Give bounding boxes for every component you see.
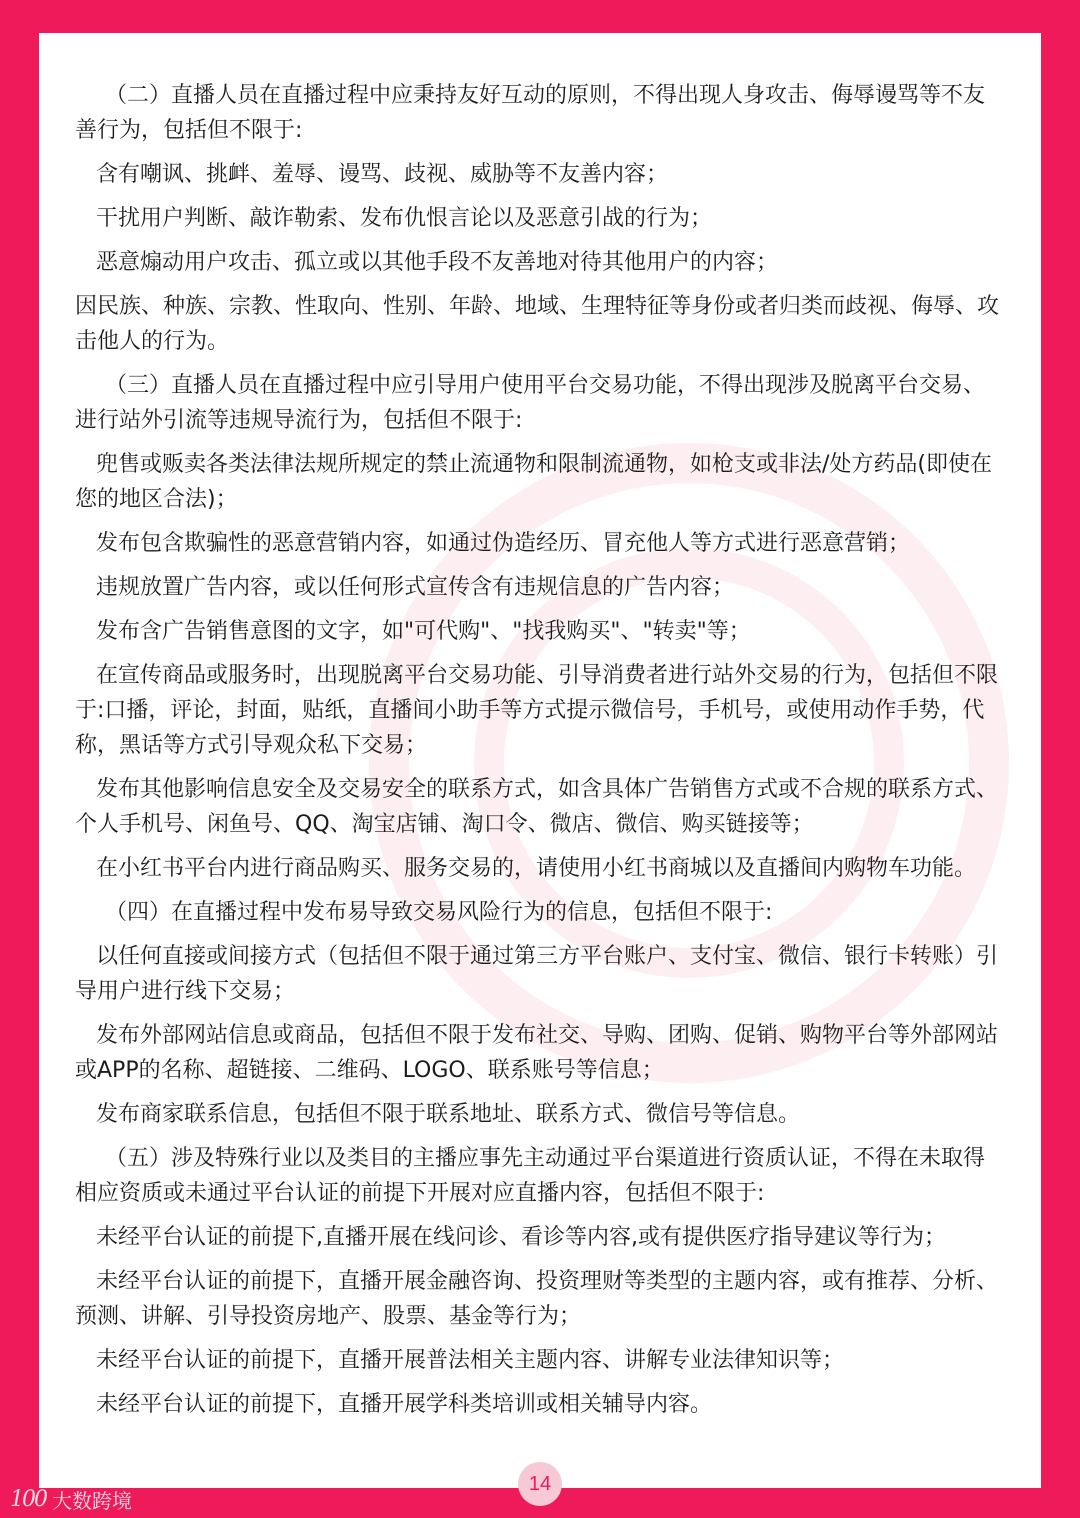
list-item: 未经平台认证的前提下，直播开展金融咨询、投资理财等类型的主题内容，或有推荐、分析、预测、讲解、引导投资房地产、股票、基金等行为； <box>75 1269 999 1329</box>
list-item: 未经平台认证的前提下，直播开展学科类培训或相关辅导内容。 <box>96 1392 713 1417</box>
brand-name: 大数跨境 <box>52 1488 132 1513</box>
list-item: 发布其他影响信息安全及交易安全的联系方式，如含具体广告销售方式或不合规的联系方式、个人手机号、闲鱼号、QQ、淘宝店铺、淘口令、微店、微信、购买链接等； <box>75 777 999 837</box>
list-item: 未经平台认证的前提下，直播开展普法相关主题内容、讲解专业法律知识等； <box>96 1348 845 1373</box>
list-item: 在宣传商品或服务时，出现脱离平台交易功能、引导消费者进行站外交易的行为，包括但不限于:口播，评论，封面，贴纸，直播间小助手等方式提示微信号，手机号，或使用动作手势，代称，黑话等方式引导观众私下交易； <box>75 663 999 758</box>
list-item: 违规放置广告内容，或以任何形式宣传含有违规信息的广告内容； <box>96 575 735 600</box>
section-heading: （二）直播人员在直播过程中应秉持友好互动的原则，不得出现人身攻击、侮辱谩骂等不友善行为，包括但不限于: <box>75 83 986 143</box>
list-item: 兜售或贩卖各类法律法规所规定的禁止流通物和限制流通物，如枪支或非法/处方药品(即使在您的地区合法)； <box>75 452 992 512</box>
list-item: 含有嘲讽、挑衅、羞辱、谩骂、歧视、威胁等不友善内容； <box>96 162 669 187</box>
list-item: 未经平台认证的前提下,直播开展在线问诊、看诊等内容,或有提供医疗指导建议等行为； <box>96 1225 946 1250</box>
brand-logo-icon: 100 <box>10 1486 46 1512</box>
list-item: 发布包含欺骗性的恶意营销内容，如通过伪造经历、冒充他人等方式进行恶意营销； <box>96 531 911 556</box>
list-item: 发布外部网站信息或商品，包括但不限于发布社交、导购、团购、促销、购物平台等外部网站或APP的名称、超链接、二维码、LOGO、联系账号等信息； <box>75 1023 999 1083</box>
section-heading: （三）直播人员在直播过程中应引导用户使用平台交易功能，不得出现涉及脱离平台交易、进行站外引流等违规导流行为，包括但不限于: <box>75 373 986 433</box>
section-heading: （五）涉及特殊行业以及类目的主播应事先主动通过平台渠道进行资质认证，不得在未取得相应资质或未通过平台认证的前提下开展对应直播内容，包括但不限于: <box>75 1146 986 1206</box>
list-item: 干扰用户判断、敲诈勒索、发布仇恨言论以及恶意引战的行为； <box>96 206 713 231</box>
list-item: 在小红书平台内进行商品购买、服务交易的，请使用小红书商城以及直播间内购物车功能。 <box>96 856 977 881</box>
list-item: 以任何直接或间接方式（包括但不限于通过第三方平台账户、支付宝、微信、银行卡转账）引导用户进行线下交易； <box>75 944 999 1004</box>
brand-watermark <box>10 1484 132 1514</box>
page-number-badge: 14 <box>518 1462 562 1506</box>
list-item: 发布含广告销售意图的文字，如"可代购"、"找我购买"、"转卖"等； <box>96 619 751 644</box>
section-heading: （四）在直播过程中发布易导致交易风险行为的信息，包括但不限于: <box>105 900 773 925</box>
list-item: 因民族、种族、宗教、性取向、性别、年龄、地域、生理特征等身份或者归类而歧视、侮辱、攻击他人的行为。 <box>75 294 1000 354</box>
document-body <box>75 78 1005 1431</box>
list-item: 发布商家联系信息，包括但不限于联系地址、联系方式、微信号等信息。 <box>96 1102 801 1127</box>
list-item: 恶意煽动用户攻击、孤立或以其他手段不友善地对待其他用户的内容； <box>96 250 779 275</box>
